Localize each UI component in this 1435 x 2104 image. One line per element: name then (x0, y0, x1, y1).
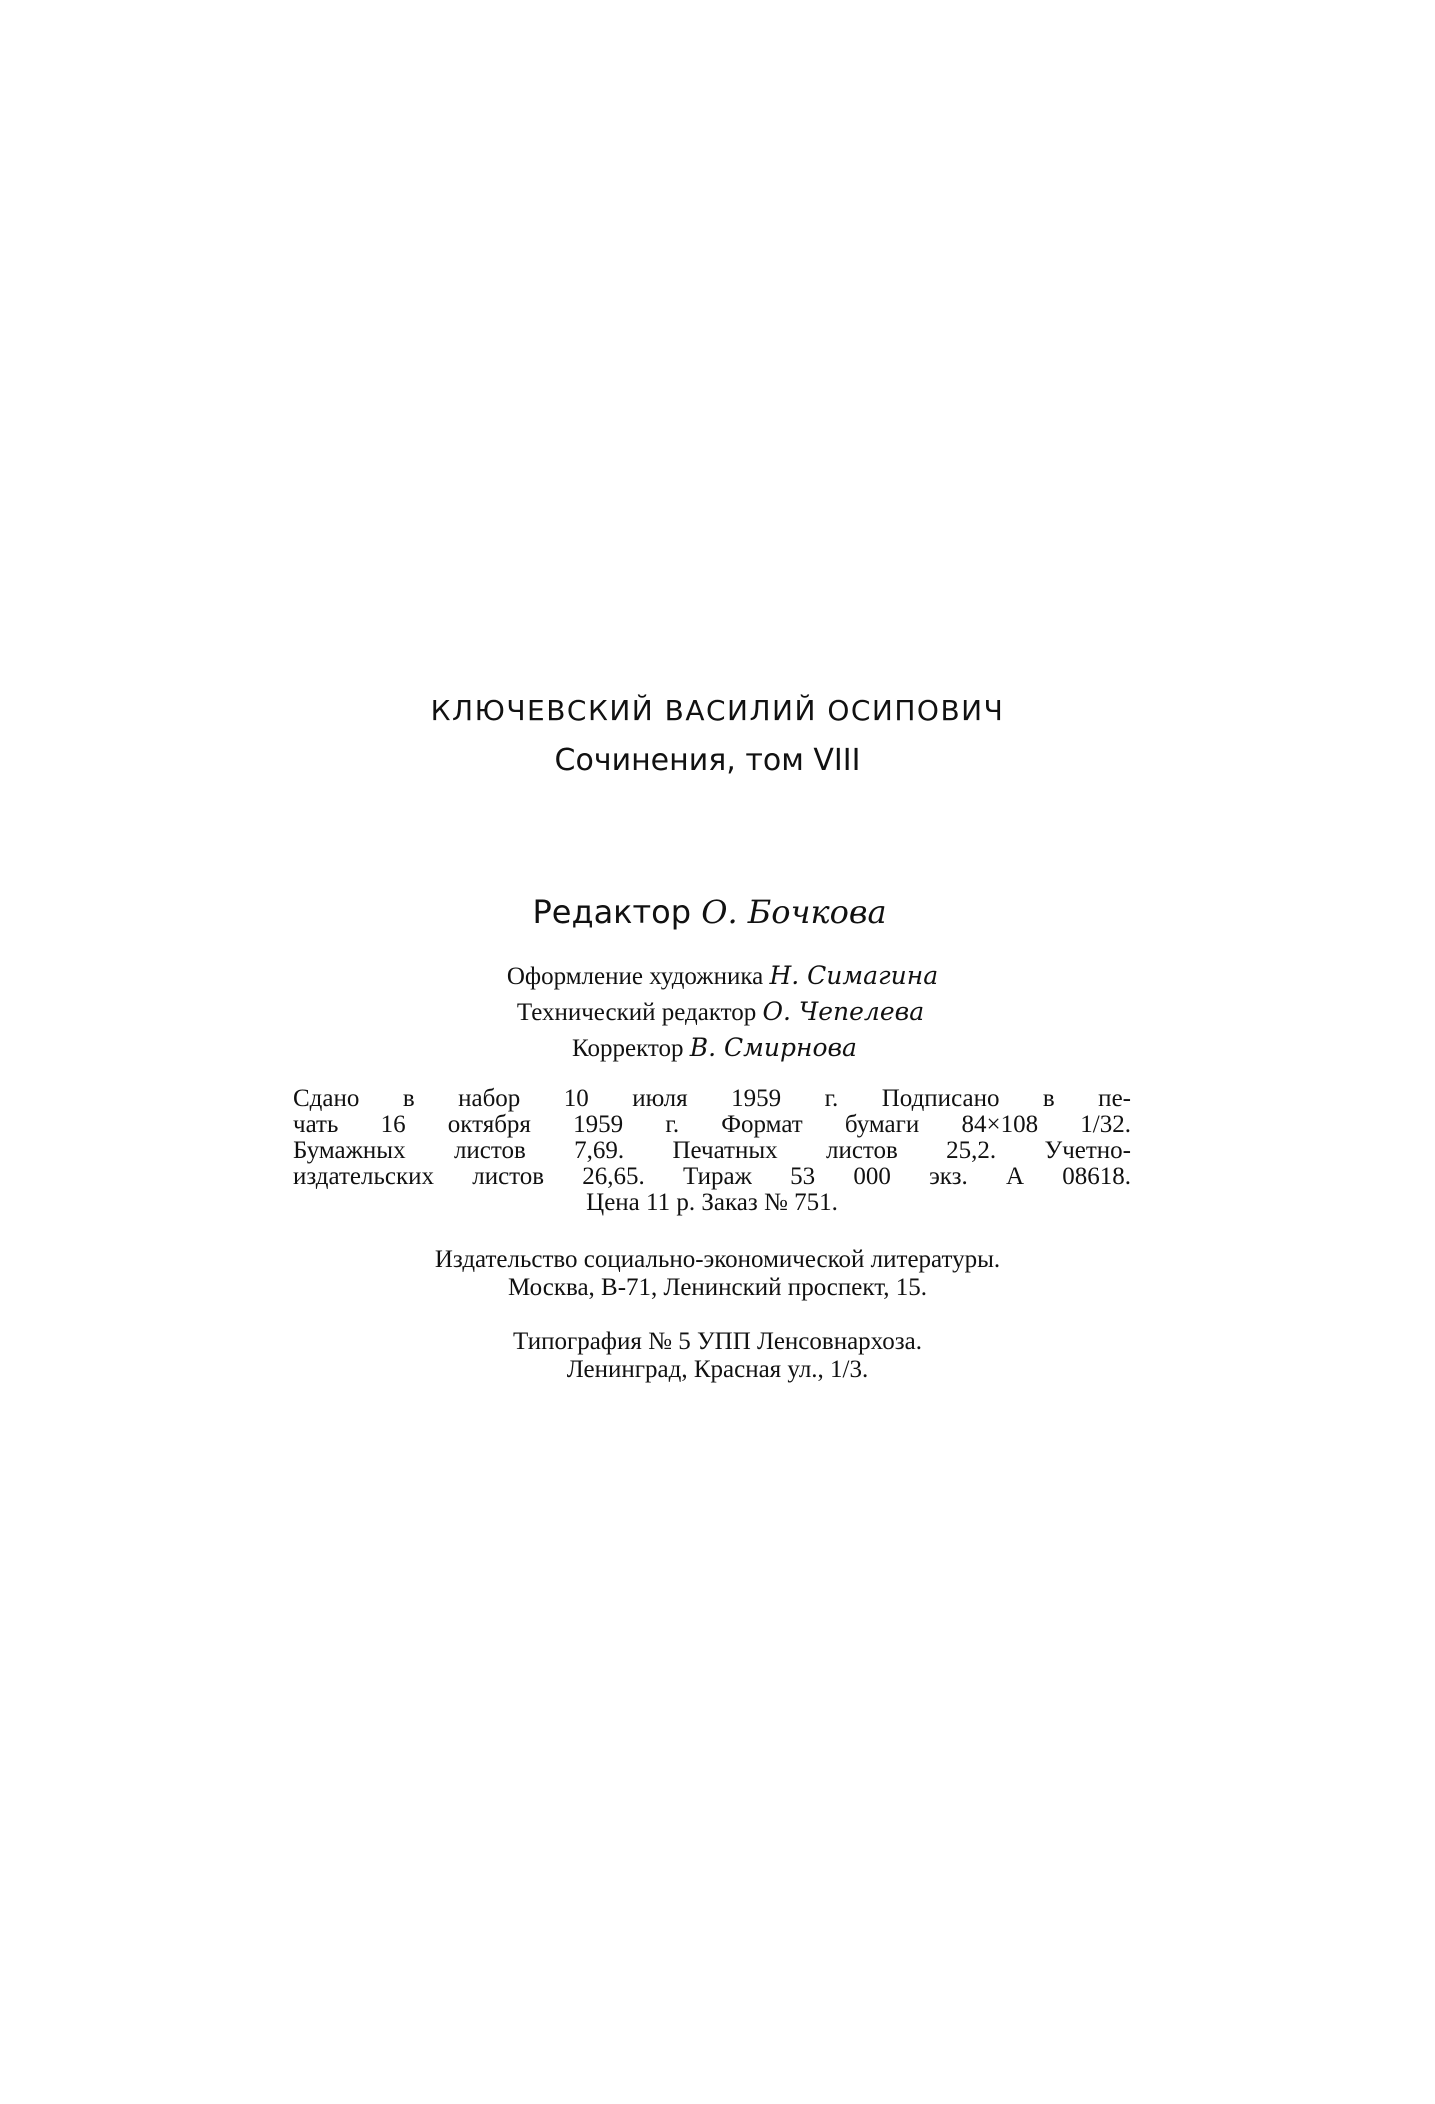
imprint-line: Бумажных листов 7,69. Печатных листов 25,2. Учетно- (293, 1137, 1131, 1164)
publisher-block (0, 1246, 1435, 1302)
designer-role: Оформление художника (506, 963, 764, 990)
imprint-line: Сдано в набор 10 июля 1959 г. Подписано в пе- (293, 1085, 1131, 1112)
publisher-line: Москва, В-71, Ленинский проспект, 15. (508, 1274, 927, 1301)
technical-editor-name: О. Чепелева (762, 997, 925, 1026)
printer-block (0, 1328, 1435, 1384)
printer-line: Типография № 5 УПП Ленсовнархоза. (513, 1328, 922, 1355)
technical-editor-role: Технический редактор (516, 999, 757, 1026)
designer-credit (5, 963, 1435, 989)
technical-editor-credit (3, 999, 1435, 1025)
proofreader-role: Корректор (572, 1035, 684, 1062)
work-title: Сочинения, том VIII (554, 743, 861, 778)
designer-name: Н. Симагина (769, 961, 939, 990)
proofreader-credit (0, 1035, 1432, 1061)
imprint-line: издательских листов 26,65. Тираж 53 000 экз. А 08618. (293, 1163, 1131, 1190)
proofreader-name: В. Смирнова (689, 1033, 857, 1062)
publisher-line: Издательство социально-экономической литературы. (434, 1246, 1001, 1273)
author-name: КЛЮЧЕВСКИЙ ВАСИЛИЙ ОСИПОВИЧ (430, 694, 1005, 727)
printer-line: Ленинград, Красная ул., 1/3. (566, 1356, 869, 1383)
editor-credit (0, 893, 1427, 931)
imprint-block (293, 1086, 1131, 1216)
imprint-line: чать 16 октября 1959 г. Формат бумаги 84×108 1/32. (293, 1111, 1131, 1138)
imprint-line: Цена 11 р. Заказ № 751. (586, 1189, 838, 1216)
editor-name: О. Бочкова (701, 893, 887, 931)
editor-role: Редактор (532, 893, 692, 931)
